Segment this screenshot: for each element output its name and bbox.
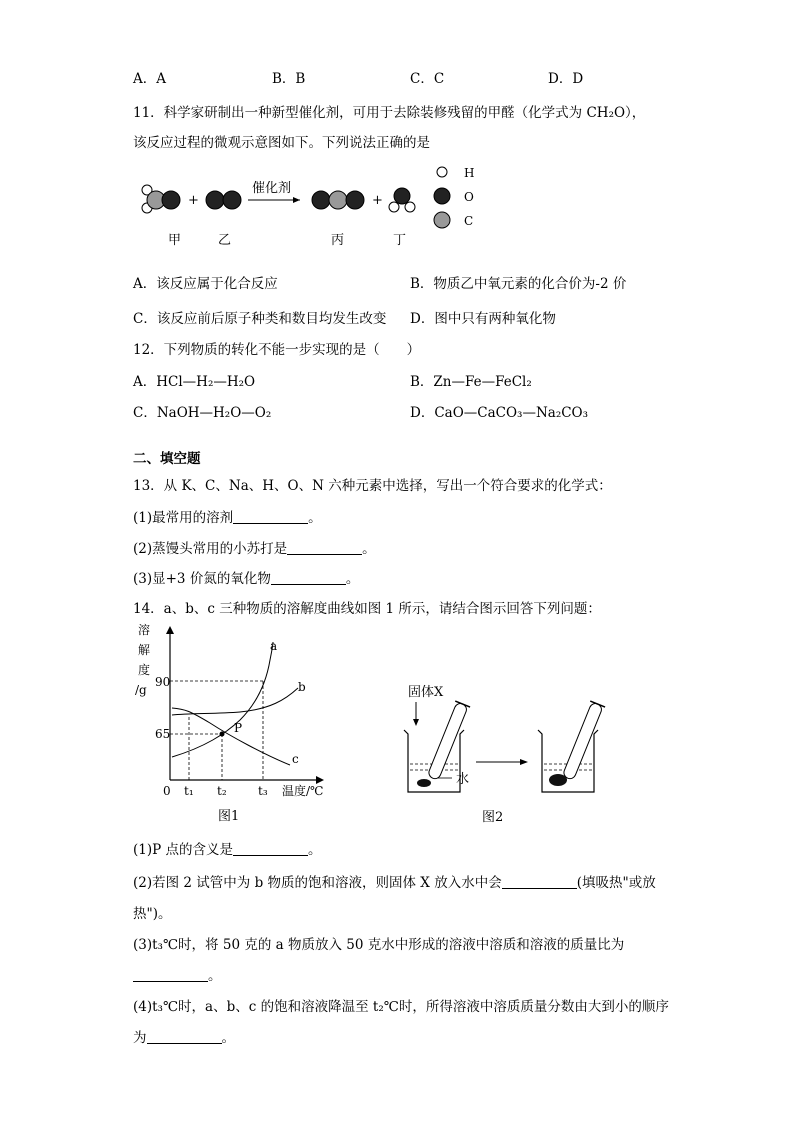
x-tick-t3: t₃ xyxy=(258,784,268,798)
legend-c-atom xyxy=(434,212,450,228)
point-p xyxy=(220,732,225,737)
q12-option-b: B．Zn—Fe—FeCl₂ xyxy=(410,374,532,390)
y-tick-90: 90 xyxy=(155,675,171,689)
q12-stem: 12．下列物质的转化不能一步实现的是（ ） xyxy=(133,342,421,358)
curve-a xyxy=(172,642,273,757)
point-p-label: P xyxy=(234,721,243,735)
legend-o-label: O xyxy=(464,190,474,204)
label-ding: 丁 xyxy=(393,233,407,248)
q12-option-c: C．NaOH—H₂O—O₂ xyxy=(133,405,272,421)
q13-part2-text: (2)蒸馒头常用的小苏打是 xyxy=(133,541,288,557)
section-title: 二、填空题 xyxy=(133,451,201,467)
solid-x-label: 固体X xyxy=(408,685,444,700)
answer-blank[interactable] xyxy=(147,1030,222,1044)
answer-blank[interactable] xyxy=(233,510,308,524)
y-axis-label-3: 度 xyxy=(138,663,151,677)
molecule-yi xyxy=(206,191,241,209)
q11-option-d: D．图中只有两种氧化物 xyxy=(410,311,556,327)
y-axis-label-4: /g xyxy=(135,683,147,697)
x-axis-label: 温度/℃ xyxy=(282,784,324,798)
q14-part1-text: (1)P 点的含义是 xyxy=(133,842,233,858)
curve-a-label: a xyxy=(270,639,278,653)
answer-blank[interactable] xyxy=(233,842,308,856)
q14-part2-line1 xyxy=(133,871,656,891)
legend-h-label: H xyxy=(464,166,475,180)
q14-part4-line1: (4)t₃℃时，a、b、c 的饱和溶液降温至 t₂℃时，所得溶液中溶质质量分数由大到小的顺序 xyxy=(133,999,669,1015)
q13-stem: 13．从 K、C、Na、H、O、N 六种元素中选择，写出一个符合要求的化学式： xyxy=(133,478,612,494)
q12-option-d: D．CaO—CaCO₃—Na₂CO₃ xyxy=(410,405,589,421)
y-tick-65: 65 xyxy=(155,727,171,741)
origin-label: 0 xyxy=(163,784,171,798)
answer-blank[interactable] xyxy=(133,968,208,982)
q14-stem: 14．a、b、c 三种物质的溶解度曲线如图 1 所示，请结合图示回答下列问题： xyxy=(133,601,601,617)
curve-c-label: c xyxy=(292,752,299,766)
answer-blank[interactable] xyxy=(271,571,346,585)
q14-part1 xyxy=(133,838,322,858)
figure1-caption: 图1 xyxy=(218,809,240,824)
plus-sign-1: + xyxy=(188,193,199,208)
legend-o-atom xyxy=(434,188,450,204)
y-axis-label-2: 解 xyxy=(138,643,151,657)
figure2-caption: 图2 xyxy=(482,810,504,825)
q11-option-c: C．该反应前后原子种类和数目均发生改变 xyxy=(133,311,387,327)
solubility-chart xyxy=(130,620,340,830)
q14-part2-text: (2)若图 2 试管中为 b 物质的饱和溶液，则固体 X 放入水中会 xyxy=(133,875,502,891)
test-tube-1 xyxy=(425,701,470,781)
plus-sign-2: + xyxy=(372,193,383,208)
q13-part1-text: (1)最常用的溶剂 xyxy=(133,510,234,526)
period: 。 xyxy=(308,842,322,858)
q11-option-a: A．该反应属于化合反应 xyxy=(133,276,278,292)
period: 。 xyxy=(308,510,322,526)
legend-c-label: C xyxy=(464,214,474,228)
q14-part3-line2 xyxy=(133,964,222,984)
q10-option-c: C．C xyxy=(410,71,445,87)
q11-stem-line1: 11．科学家研制出一种新型催化剂，可用于去除装修残留的甲醛（化学式为 CH₂O）， xyxy=(133,105,646,121)
q14-part2-line2: 热")。 xyxy=(133,906,172,922)
reaction-diagram xyxy=(130,160,490,252)
crystal-precipitate xyxy=(549,774,567,786)
y-axis-label-1: 溶 xyxy=(138,623,151,637)
x-tick-t1: t₁ xyxy=(184,784,194,798)
answer-blank[interactable] xyxy=(287,541,362,555)
q13-part3 xyxy=(133,567,359,587)
water-label: 水 xyxy=(456,772,470,787)
q13-part2 xyxy=(133,537,376,557)
molecule-bing xyxy=(312,191,364,209)
label-bing: 丙 xyxy=(331,233,345,248)
solid-x-lump xyxy=(417,779,431,787)
q12-option-a: A．HCl—H₂—H₂O xyxy=(133,374,256,390)
q13-part1 xyxy=(133,506,322,526)
q14-part3-line1: (3)t₃℃时，将 50 克的 a 物质放入 50 克水中形成的溶液中溶质和溶液的质量比为 xyxy=(133,937,625,953)
q14-part2-tail: (填吸热"或放 xyxy=(576,875,656,891)
q11-option-b: B．物质乙中氧元素的化合价为-2 价 xyxy=(410,276,627,292)
legend-h-atom xyxy=(437,167,447,177)
curve-c xyxy=(172,708,290,765)
curve-b-label: b xyxy=(298,680,306,694)
x-tick-t2: t₂ xyxy=(217,784,227,798)
q10-option-a: A．A xyxy=(133,71,166,87)
molecule-jia xyxy=(142,185,180,213)
answer-blank[interactable] xyxy=(502,875,577,889)
catalyst-label: 催化剂 xyxy=(252,181,292,196)
q13-part3-text: (3)显+3 价氮的氧化物 xyxy=(133,571,271,587)
q10-option-d: D．D xyxy=(548,71,584,87)
period: 。 xyxy=(208,968,222,984)
q10-option-b: B．B xyxy=(272,71,306,87)
beaker-figure xyxy=(398,680,608,830)
q14-part4-line2 xyxy=(133,1026,235,1046)
label-yi: 乙 xyxy=(218,233,232,248)
molecule-ding xyxy=(389,188,415,212)
period: 。 xyxy=(345,571,360,587)
period: 。 xyxy=(221,1030,235,1046)
q11-stem-line2: 该反应过程的微观示意图如下。下列说法正确的是 xyxy=(133,135,430,151)
q14-part4-text: 为 xyxy=(133,1030,147,1046)
curve-b xyxy=(172,688,298,715)
test-tube-2 xyxy=(560,701,605,781)
label-jia: 甲 xyxy=(168,233,182,248)
period: 。 xyxy=(362,541,376,557)
